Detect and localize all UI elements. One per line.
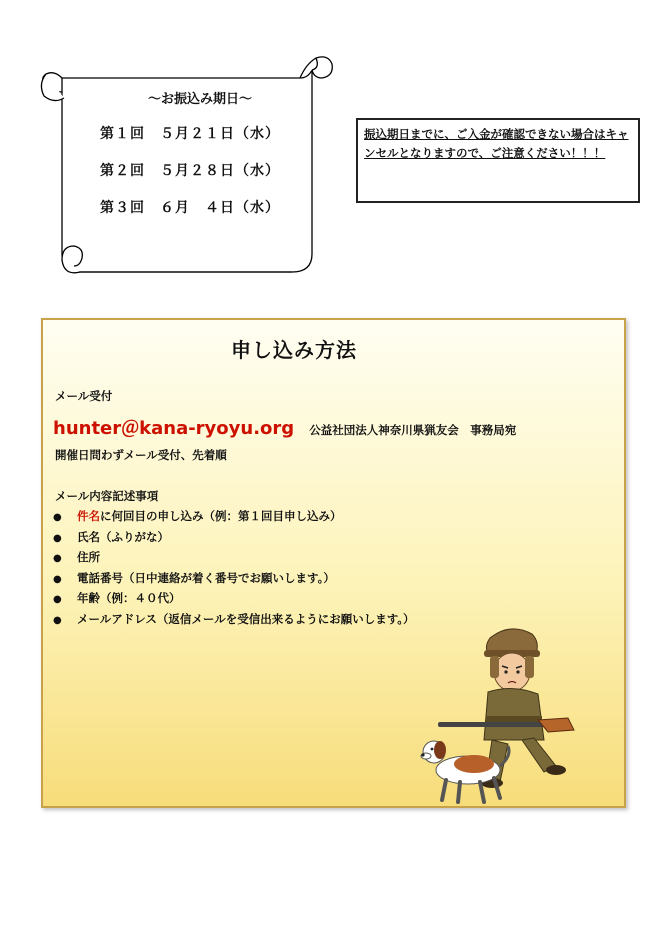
- item-text: 年齢（例：４０代）: [77, 591, 181, 605]
- item-text: 住所: [77, 550, 100, 564]
- item-text: 氏名（ふりがな）: [77, 529, 169, 544]
- bullet-icon: ●: [53, 614, 62, 626]
- payment-deadline-scroll: [30, 40, 340, 280]
- application-panel: [41, 318, 626, 808]
- list-item: [53, 588, 415, 609]
- list-item: [53, 568, 415, 589]
- list-item: [53, 506, 415, 527]
- bullet-icon: ●: [53, 512, 62, 523]
- mail-label: メール受付: [55, 389, 113, 403]
- bullet-icon: ●: [53, 594, 62, 605]
- panel-title: 申し込み方法: [231, 338, 357, 362]
- fields-heading: メール内容記述事項: [55, 489, 159, 503]
- email-line: [53, 414, 516, 440]
- required-fields-list: [53, 506, 415, 629]
- list-item: [53, 527, 415, 548]
- hunter-with-dog-illustration: [418, 620, 578, 810]
- item-text: 電話番号（日中連絡が着く番号でお願いします。）: [77, 570, 335, 585]
- notice-text: 振込期日までに、ご入金が確認できない場合はキャンセルとなりますので、ご注意ください！！！: [364, 127, 629, 160]
- deadline-title: ～お振込み期日～: [147, 92, 252, 107]
- item-text: に何回目の申し込み（例：第１回目申し込み）: [100, 509, 342, 523]
- list-item: [53, 547, 415, 568]
- cancellation-notice: [356, 118, 640, 203]
- bullet-icon: ●: [53, 573, 62, 585]
- deadline-round-1: 第１回 ５月２１日（水）: [100, 126, 280, 142]
- email-address[interactable]: hunter＠kana-ryoyu.org: [53, 418, 295, 439]
- item-highlight: 件名: [77, 509, 100, 523]
- deadline-round-3: 第３回 ６月 ４日（水）: [100, 200, 280, 216]
- list-item: [53, 609, 415, 630]
- organization-name: 公益社団法人神奈川県猟友会 事務局宛: [309, 423, 517, 437]
- bullet-icon: ●: [53, 553, 62, 564]
- deadline-round-2: 第２回 ５月２８日（水）: [100, 163, 280, 179]
- bullet-icon: ●: [53, 532, 62, 544]
- item-text: メールアドレス（返信メールを受信出来るようにお願いします。）: [77, 611, 415, 626]
- accept-note: 開催日問わずメール受付、先着順: [55, 448, 227, 462]
